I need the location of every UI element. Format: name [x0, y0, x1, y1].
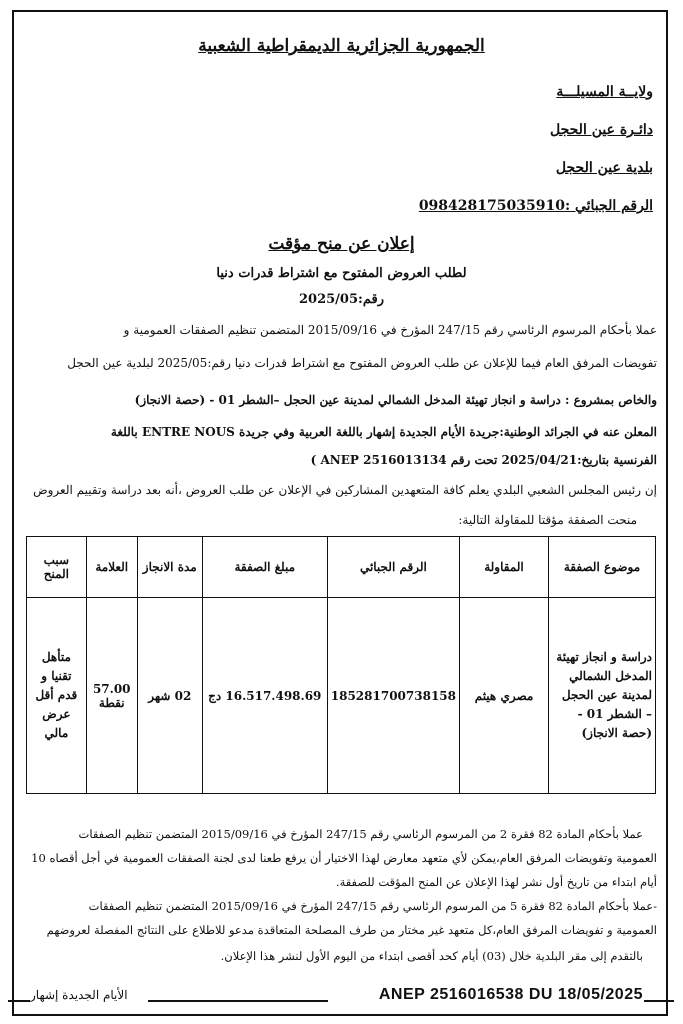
- footer-line-5: العمومية و تفويضات المرفق العام،كل متعهد غير مختار من طرف المصلحة المتعاقدة مدعو للاطلاع على النتائج المفصلة لعروضهم: [46, 923, 657, 937]
- award-table: [26, 536, 656, 794]
- table-header-row: [27, 537, 656, 598]
- body-line-2: تفويضات المرفق العام فيما للإعلان عن طلب العروض المفتوح مع اشتراط قدرات دنيا رقم:2025/05 لبلدية عين الحجل: [67, 356, 657, 370]
- daira-line: دائـرة عين الحجل: [550, 122, 653, 138]
- newspaper-signature: الأيام الجديدة إشهار: [30, 988, 128, 1002]
- bottom-rule-middle: [148, 1000, 328, 1002]
- header-contractor: المقاولة: [460, 537, 549, 598]
- cell-subject: دراسة و انجاز تهيئة المدخل الشمالي لمدينة عين الحجل – الشطر 01 - (حصة الانجاز): [549, 598, 656, 794]
- cell-duration: 02 شهر: [137, 598, 202, 794]
- header-amount: مبلغ الصفقة: [202, 537, 327, 598]
- commune-line: بلدية عين الحجل: [555, 160, 653, 176]
- table-row: [27, 598, 656, 794]
- header-subject: موضوع الصفقة: [549, 537, 656, 598]
- body-line-3: والخاص بمشروع : دراسة و انجاز تهيئة المدخل الشمالي لمدينة عين الحجل –الشطر 01 - (حصة الانجاز): [134, 393, 657, 407]
- body-line-1: عملا بأحكام المرسوم الرئاسي رقم 247/15 المؤرخ في 2015/09/16 المتضمن تنظيم الصفقات العمومية و: [123, 323, 657, 337]
- footer-line-3: أيام ابتداء من تاريخ أول نشر لهذا الإعلان عن المنح المؤقت للصفقة.: [335, 875, 657, 889]
- footer-line-2: العمومية وتفويضات المرفق العام،يمكن لأي متعهد معارض لهذا الاختيار أن يرفع طعنا لدى لجنة الصفقات العمومية في أجل أقصاه 10: [31, 851, 657, 865]
- wilaya-line: ولايــة المسيلـــة: [556, 84, 653, 100]
- bottom-rule-right: [644, 1000, 674, 1002]
- announcement-number: رقم:2025/05: [299, 292, 384, 307]
- anep-reference: ANEP 2516016538 DU 18/05/2025: [378, 986, 643, 1003]
- tax-id-line: الرقم الجبائي :098428175035910: [418, 198, 653, 214]
- body-line-4: المعلن عنه في الجرائد الوطنية:جريدة الأيام الجديدة إشهار باللغة العربية وفي جريدة ENTRE NOUS باللغة: [110, 425, 657, 439]
- footer-line-1: عملا بأحكام المادة 82 فقرة 2 من المرسوم الرئاسي رقم 247/15 المؤرخ في 2015/09/16 المتضمن تنظيم الصفقات: [78, 827, 643, 841]
- republic-title: الجمهورية الجزائرية الديمقراطية الشعبية: [198, 36, 485, 56]
- announcement-title: إعلان عن منح مؤقت: [268, 234, 415, 254]
- header-score: العلامة: [86, 537, 137, 598]
- footer-line-4: -عملا بأحكام المادة 82 فقرة 5 من المرسوم الرئاسي رقم 247/15 المؤرخ في 2015/09/16 المتضمن تنظيم الصفقات: [88, 899, 657, 913]
- body-line-5: الفرنسية بتاريخ:2025/04/21 تحت رقم ANEP 2516013134 ): [310, 453, 657, 467]
- announcement-subtitle: لطلب العروض المفتوح مع اشتراط قدرات دنيا: [216, 266, 467, 281]
- cell-score: 57.00 نقطة: [86, 598, 137, 794]
- cell-contractor: مصري هيثم: [460, 598, 549, 794]
- header-duration: مدة الانجاز: [137, 537, 202, 598]
- body-line-7: منحت الصفقة مؤقتا للمقاولة التالية:: [458, 513, 637, 527]
- footer-line-6: بالتقدم إلى مقر البلدية خلال (03) أيام كحد أقصى ابتداء من اليوم الأول لنشر هذا الإعلان.: [220, 949, 643, 963]
- bottom-rule-left: [8, 1000, 30, 1002]
- cell-amount: 16.517.498.69 دج: [202, 598, 327, 794]
- body-line-6: إن رئيس المجلس الشعبي البلدي يعلم كافة المتعهدين المشاركين في الإعلان عن طلب العروض ،أنه بعد دراسة وتقييم العروض: [33, 483, 657, 497]
- header-tax-id: الرقم الجبائي: [327, 537, 459, 598]
- cell-reason: متأهل تقنيا و قدم أقل عرض مالي: [27, 598, 87, 794]
- cell-tax-id: 185281700738158: [327, 598, 459, 794]
- header-reason: سبب المنح: [27, 537, 87, 598]
